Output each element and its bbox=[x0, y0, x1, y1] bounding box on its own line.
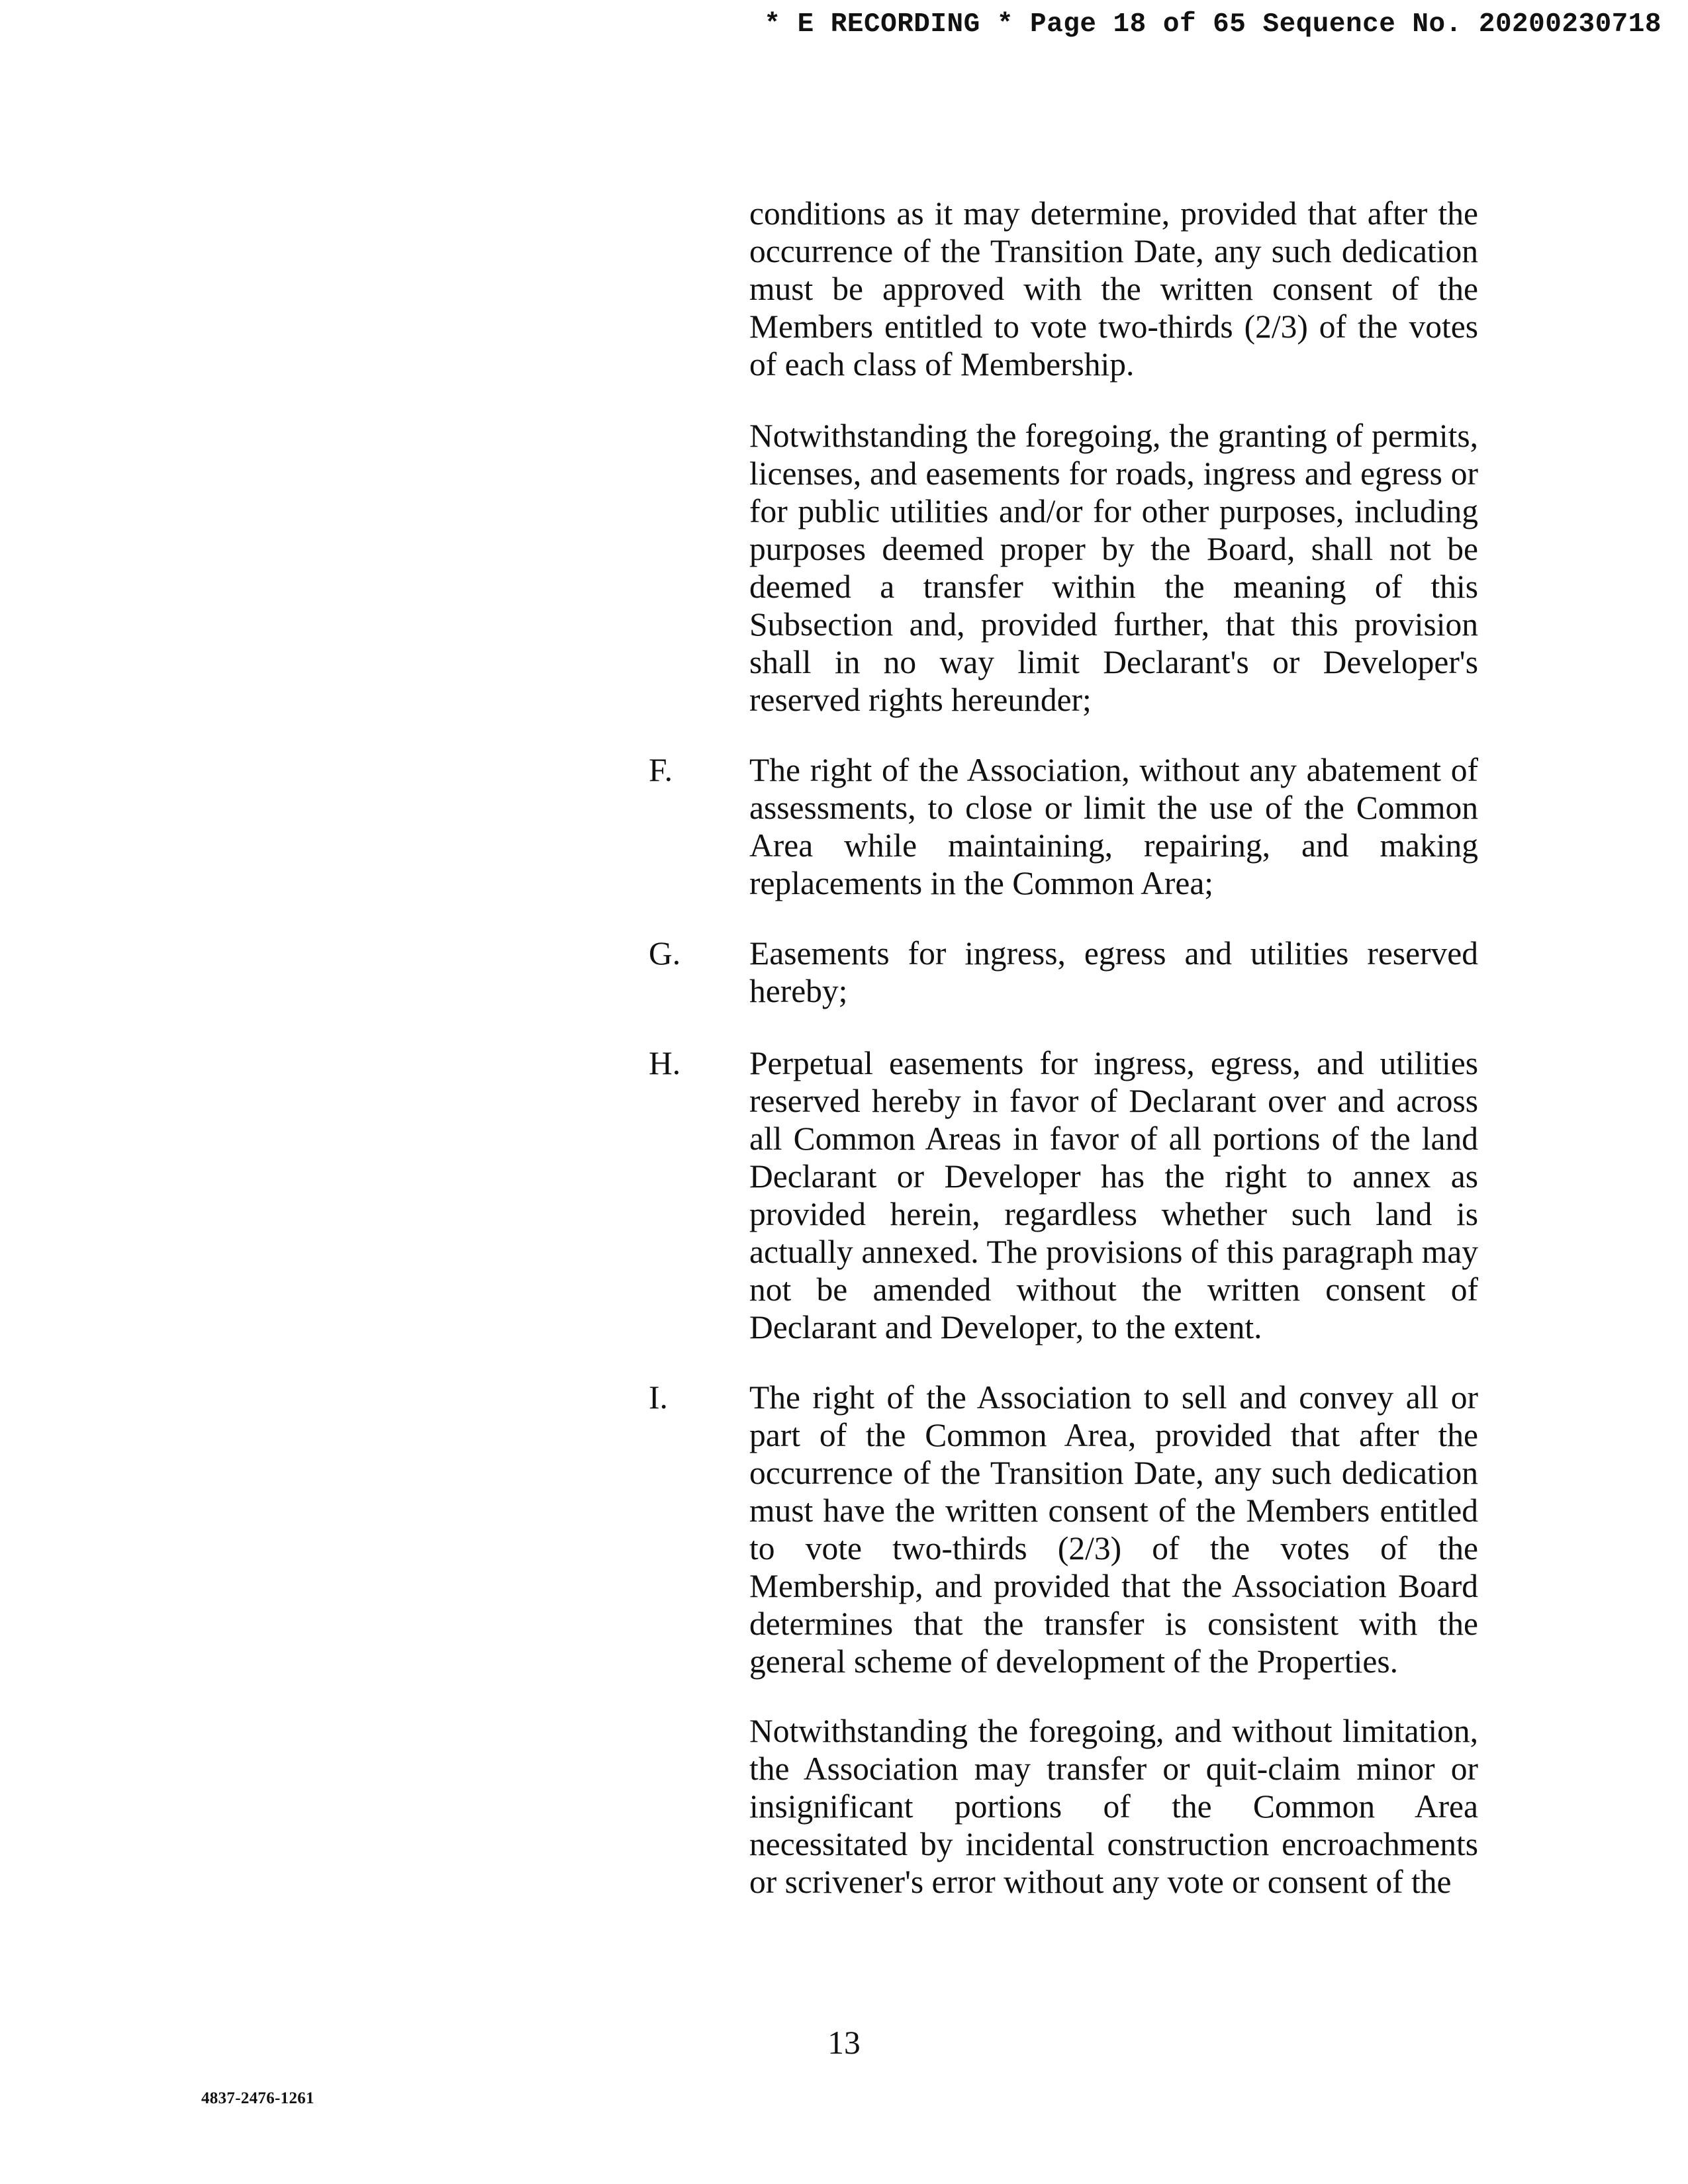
paragraph-g: Easements for ingress, egress and utilities reserved hereby; bbox=[749, 935, 1478, 1009]
document-id: 4837-2476-1261 bbox=[201, 2089, 314, 2107]
recording-header: * E RECORDING * Page 18 of 65 Sequence No. 20200230718 bbox=[764, 9, 1662, 40]
paragraph-label-h: H. bbox=[649, 1045, 681, 1081]
paragraph-label-g: G. bbox=[649, 935, 681, 972]
paragraph-notwithstanding-2: Notwithstanding the foregoing, and without limitation, the Association may transfer or quit-claim minor or insignificant portions of the Common Area necessitated by incidental construction encroachments or scrivener's error without any vote or consent of the bbox=[749, 1713, 1478, 1900]
paragraph-notwithstanding-1: Notwithstanding the foregoing, the granting of permits, licenses, and easements for roads, ingress and egress or for public utilities and/or for other purposes, including purposes deemed proper by the Board, shall not be deemed a transfer within the meaning of this Subsection and, provided further, that this provision shall in no way limit Declarant's or Developer's reserved rights hereunder; bbox=[749, 418, 1478, 718]
paragraph-i: The right of the Association to sell and convey all or part of the Common Area, provided that after the occurrence of the Transition Date, any such dedication must have the written consent of the Members entitled to vote two-thirds (2/3) of the votes of the Membership, and provided that the Association Board determines that the transfer is consistent with the general scheme of development of the Properties. bbox=[749, 1379, 1478, 1680]
paragraph-h: Perpetual easements for ingress, egress, and utilities reserved hereby in favor of Declarant over and across all Common Areas in favor of all portions of the land Declarant or Developer has the right to annex as provided herein, regardless whether such land is actually annexed. The provisions of this paragraph may not be amended without the written consent of Declarant and Developer, to the extent. bbox=[749, 1045, 1478, 1345]
paragraph-label-f: F. bbox=[649, 752, 673, 788]
paragraph-continuation: conditions as it may determine, provided that after the occurrence of the Transition Date, any such dedication must be approved with the written consent of the Members entitled to vote two-thirds (2/3) of the votes of each class of Membership. bbox=[749, 195, 1478, 383]
page-number: 13 bbox=[827, 2025, 861, 2061]
paragraph-label-i: I. bbox=[649, 1379, 668, 1416]
paragraph-f: The right of the Association, without any abatement of assessments, to close or limit the use of the Common Area while maintaining, repairing, and making replacements in the Common Area; bbox=[749, 752, 1478, 901]
